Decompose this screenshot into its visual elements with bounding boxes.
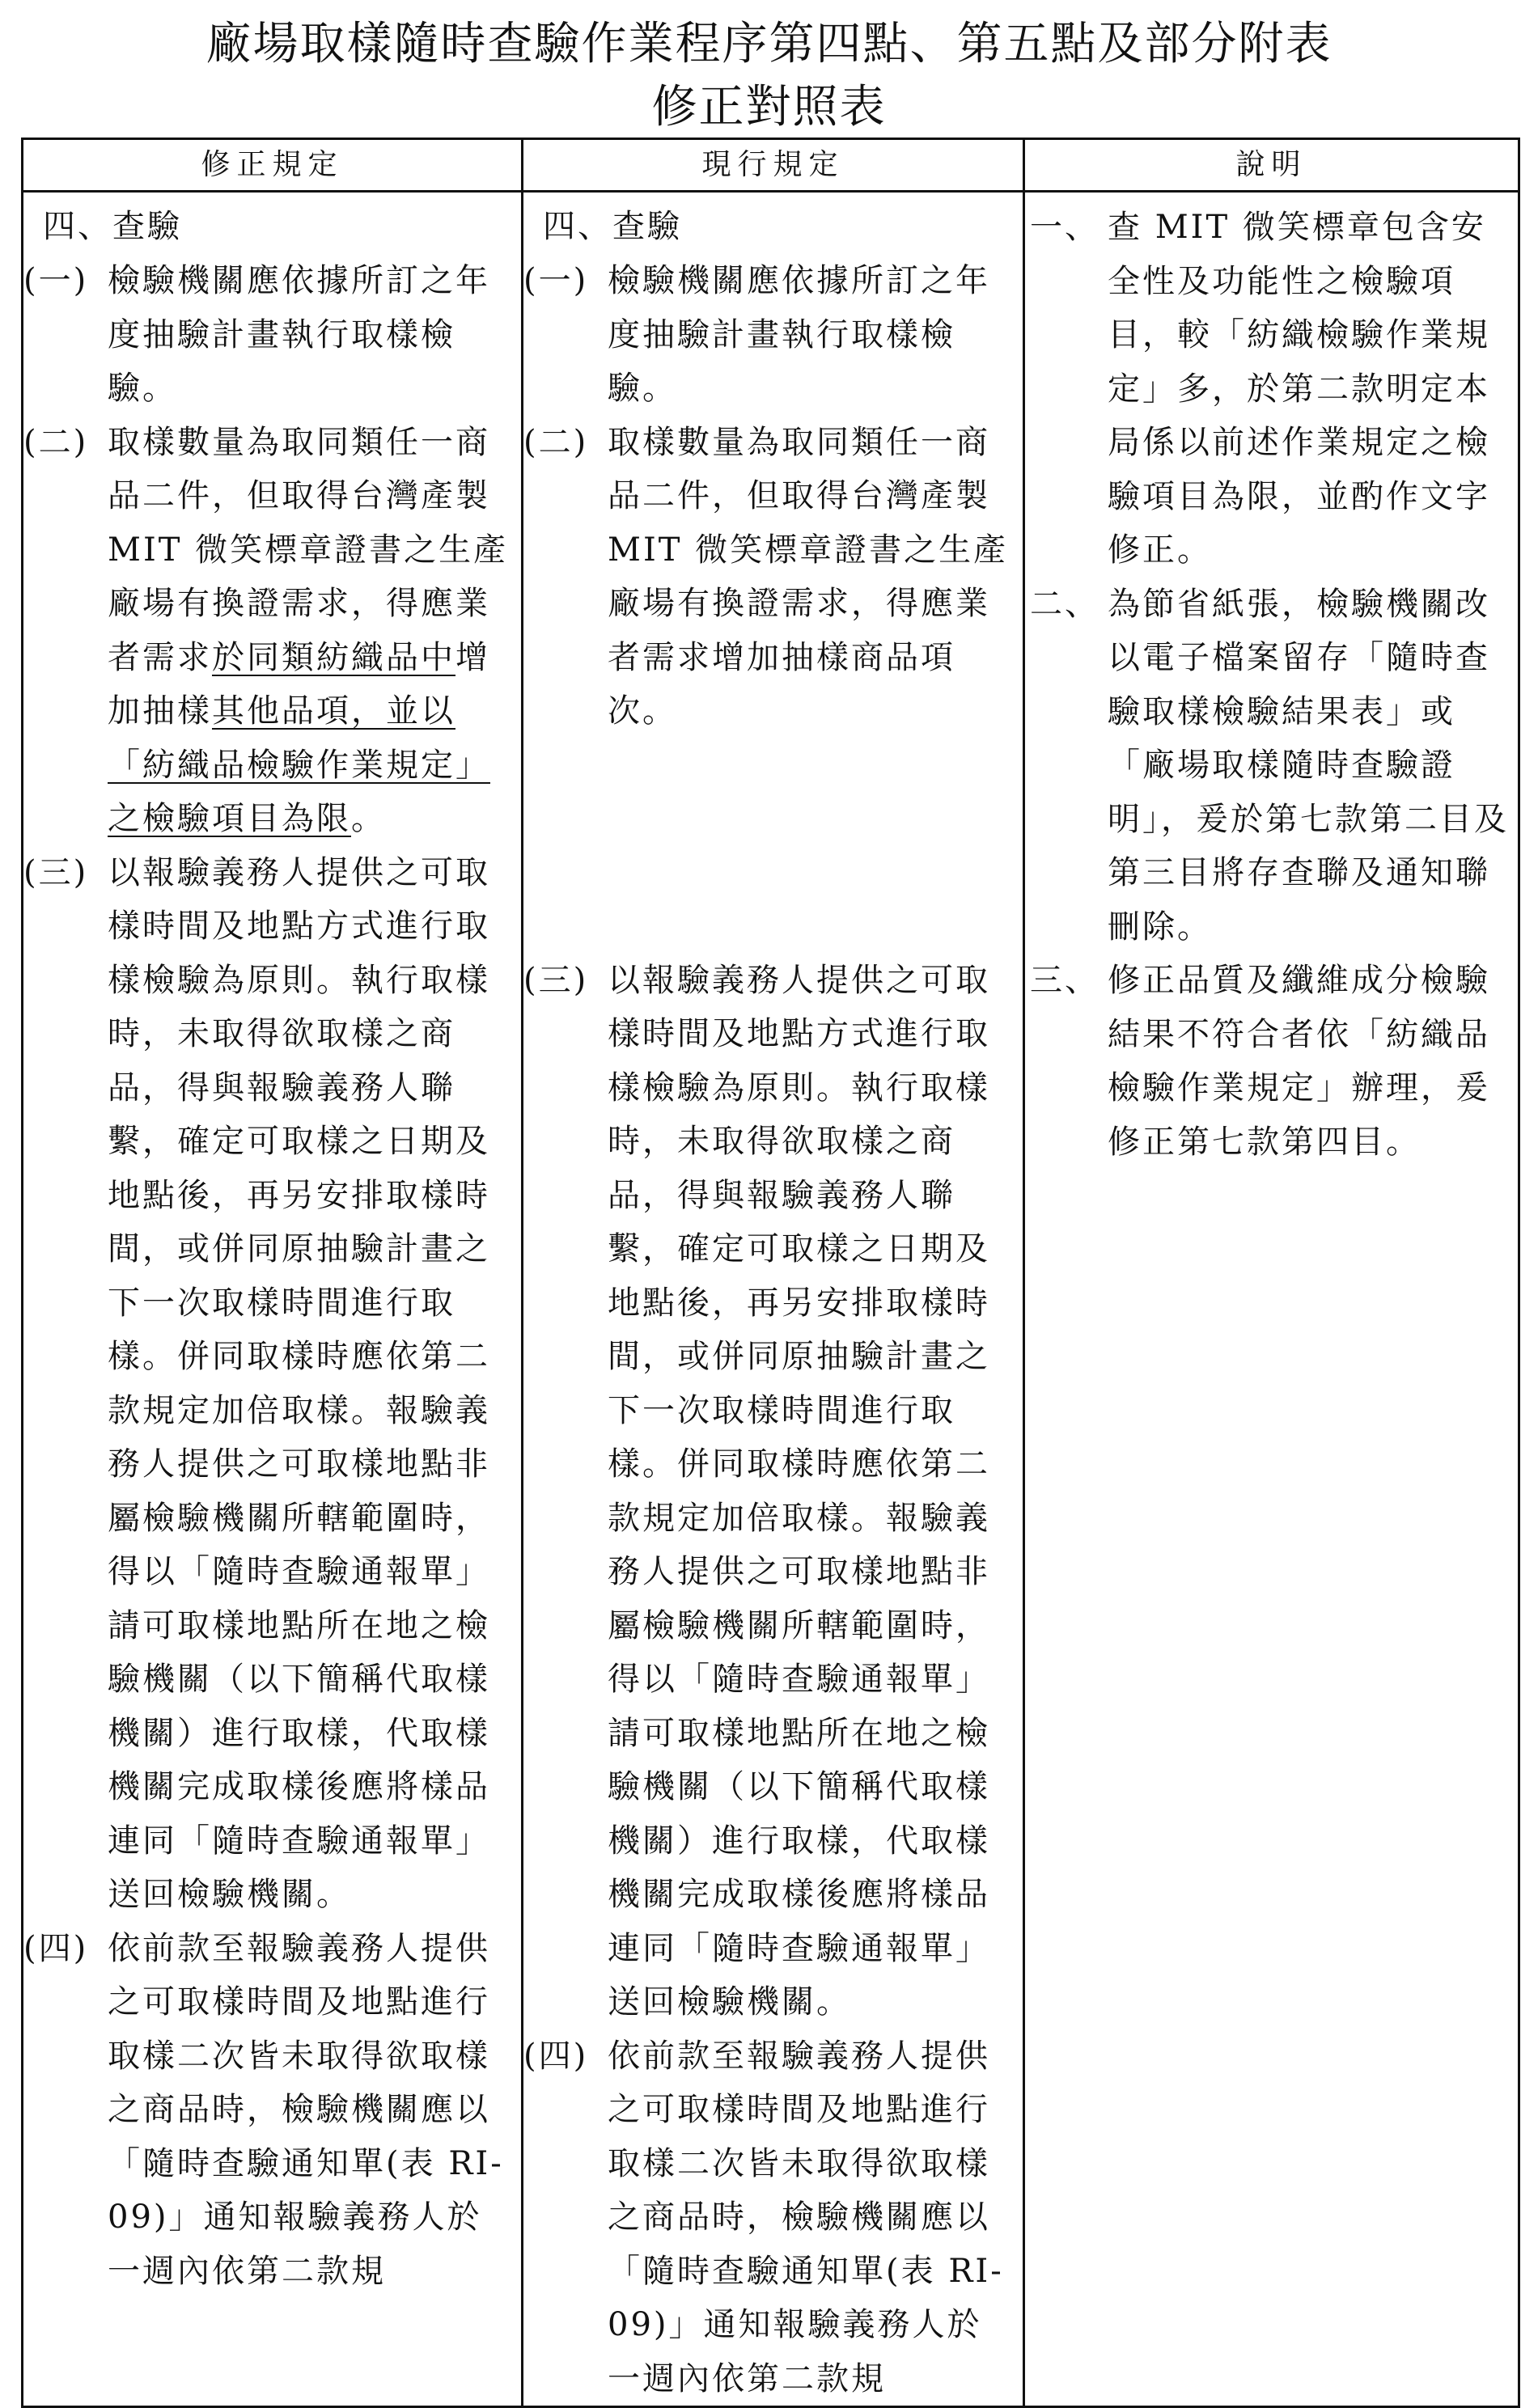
item-label: (一)	[523, 262, 589, 299]
revised-item-4	[23, 1922, 521, 2299]
item-label: (三)	[523, 961, 589, 999]
item-label: (一)	[23, 262, 89, 299]
item-text: 取樣數量為取同類任一商品二件，但取得台灣產製 MIT 微笑標章證書之生產廠場有換證需求，得應業者需求增加抽樣商品項次。	[608, 423, 1009, 730]
note-text: 為節省紙張，檢驗機關改以電子檔案留存「隨時查驗取樣檢驗結果表」或「廠場取樣隨時查驗證明」，爰於第七款第二目及第三目將存查聯及通知聯刪除。	[1108, 585, 1509, 946]
note-label: 一、	[1030, 209, 1099, 246]
item-label: (二)	[523, 423, 589, 461]
item-label: (三)	[23, 853, 89, 891]
revised-item-3	[23, 846, 521, 1922]
document-title-line2: 修正對照表	[651, 81, 887, 133]
table-header-row	[23, 139, 1519, 192]
note-text: 修正品質及纖維成分檢驗結果不符合者依「紡織品檢驗作業規定」辦理，爰修正第七款第四目。	[1108, 962, 1490, 1161]
revised-item-2	[23, 416, 521, 846]
current-item-3	[523, 954, 1023, 2029]
item-text: 依前款至報驗義務人提供之可取樣時間及地點進行取樣二次皆未取得欲取樣之商品時，檢驗機關應以「隨時查驗通知單(表 RI-09)」通知報驗義務人於一週內依第二款規	[608, 2037, 1004, 2397]
current-section-heading: 四、查驗	[543, 208, 682, 245]
note-label: 二、	[1030, 585, 1099, 623]
item-label: (四)	[523, 2037, 589, 2075]
explanation-item-3	[1025, 954, 1518, 1169]
current-item-1	[523, 254, 1023, 416]
item-text-part: 增加抽樣	[108, 638, 490, 730]
explanation-item-1	[1025, 201, 1518, 578]
header-revised: 修正規定	[23, 139, 523, 192]
item-text: 以報驗義務人提供之可取樣時間及地點方式進行取樣檢驗為原則。執行取樣時，未取得欲取樣之商品，得與報驗義務人聯繫，確定可取樣之日期及地點後，再另安排取樣時間，或併同原抽驗計畫之下一次取樣時間進行取樣。併同取樣時應依第二款規定加倍取樣。報驗義務人提供之可取樣地點非屬檢驗機關所轄範圍時，得以「隨時查驗通報單」請可取樣地點所在地之檢驗機關（以下簡稱代取樣機關）進行取樣，代取樣機關完成取樣後應將樣品連同「隨時查驗通報單」送回檢驗機關。	[108, 853, 490, 1913]
item-text: 檢驗機關應依據所訂之年度抽驗計畫執行取樣檢驗。	[608, 262, 990, 407]
item-text: 檢驗機關應依據所訂之年度抽驗計畫執行取樣檢驗。	[108, 262, 490, 407]
note-text: 查 MIT 微笑標章包含安全性及功能性之檢驗項目，較「紡織檢驗作業規定」多，於第二款明定本局係以前述作業規定之檢驗項目為限，並酌作文字修正。	[1108, 209, 1490, 569]
amended-text: 其他品項，並以「紡織品檢驗作業規定」之檢驗項目為限	[108, 692, 490, 837]
current-item-2	[523, 416, 1023, 738]
explanation-item-2	[1025, 578, 1518, 954]
item-label: (四)	[23, 1929, 89, 1967]
item-text	[108, 416, 521, 846]
explanation-column	[1024, 192, 1519, 2407]
item-text: 依前款至報驗義務人提供之可取樣時間及地點進行取樣二次皆未取得欲取樣之商品時，檢驗機關應以「隨時查驗通知單(表 RI-09)」通知報驗義務人於一週內依第二款規	[108, 1929, 504, 2290]
spacer	[523, 738, 1023, 954]
item-text-part: 取樣數量為取同類任一商品二件，但取得台灣產製 MIT 微笑標章證書之生產廠場有換證需求，得應業者需求	[108, 423, 509, 676]
note-label: 三、	[1030, 962, 1099, 999]
revised-item-1	[23, 254, 521, 416]
document-title-line1: 廠場取樣隨時查驗作業程序第四點、第五點及部分附表	[205, 18, 1333, 70]
item-label: (二)	[23, 423, 89, 461]
revised-column	[23, 192, 523, 2407]
comparison-table	[21, 138, 1520, 2408]
revised-section-heading: 四、查驗	[43, 208, 182, 245]
current-column	[523, 192, 1024, 2407]
current-item-4	[523, 2029, 1023, 2406]
header-current: 現行規定	[523, 139, 1024, 192]
header-explanation: 說明	[1024, 139, 1519, 192]
item-text-part: 。	[351, 800, 386, 837]
item-text: 以報驗義務人提供之可取樣時間及地點方式進行取樣檢驗為原則。執行取樣時，未取得欲取樣之商品，得與報驗義務人聯繫，確定可取樣之日期及地點後，再另安排取樣時間，或併同原抽驗計畫之下一次取樣時間進行取樣。併同取樣時應依第二款規定加倍取樣。報驗義務人提供之可取樣地點非屬檢驗機關所轄範圍時，得以「隨時查驗通報單」請可取樣地點所在地之檢驗機關（以下簡稱代取樣機關）進行取樣，代取樣機關完成取樣後應將樣品連同「隨時查驗通報單」送回檢驗機關。	[608, 961, 990, 2021]
amended-text: 於同類紡織品中	[212, 638, 455, 676]
table-body-row	[23, 192, 1519, 2407]
